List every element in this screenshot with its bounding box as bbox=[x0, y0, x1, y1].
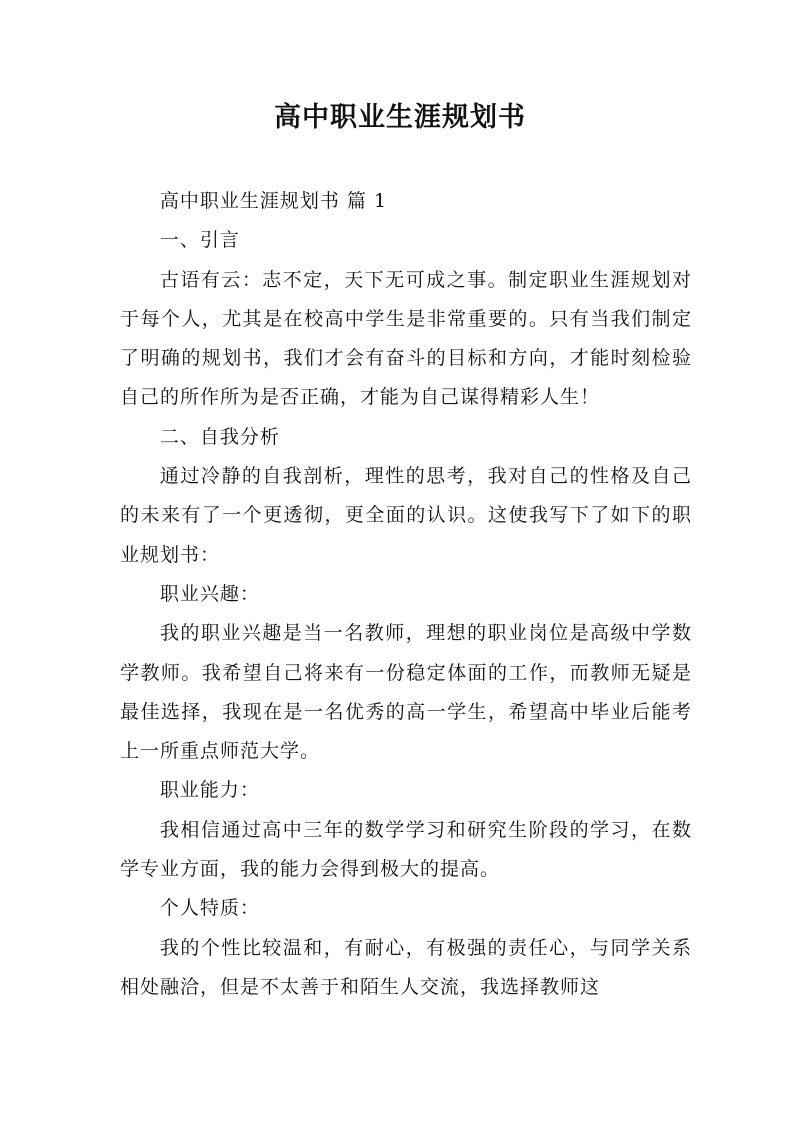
subsection-heading: 二、自我分析 bbox=[159, 425, 280, 448]
document-title: 高中职业生涯规划书 bbox=[274, 102, 526, 133]
document-body bbox=[120, 182, 692, 1007]
body-paragraph: 通过冷静的自我剖析，理性的思考，我对自己的性格及自己的未来有了一个更透彻，更全面的认识。这使我写下了如下的职业规划书： bbox=[120, 465, 692, 566]
section-heading: 高中职业生涯规划书 篇 1 bbox=[159, 190, 388, 212]
item-heading: 职业能力： bbox=[159, 779, 260, 802]
body-paragraph: 我相信通过高中三年的数学学习和研究生阶段的学习，在数学专业方面，我的能力会得到极大的提高。 bbox=[120, 818, 692, 881]
body-paragraph: 我的职业兴趣是当一名教师，理想的职业岗位是高级中学数学教师。我希望自己将来有一份稳定体面的工作，而教师无疑是最佳选择，我现在是一名优秀的高一学生，希望高中毕业后能考上一所重点师范大学。 bbox=[120, 622, 692, 763]
item-heading: 职业兴趣： bbox=[159, 582, 260, 605]
item-heading: 个人特质： bbox=[159, 897, 260, 920]
body-paragraph: 古语有云：志不定，天下无可成之事。制定职业生涯规划对于每个人，尤其是在校高中学生是非常重要的。只有当我们制定了明确的规划书，我们才会有奋斗的目标和方向，才能时刻检验自己的所作所为是否正确，才能为自己谋得精彩人生！ bbox=[120, 268, 692, 409]
subsection-heading: 一、引言 bbox=[159, 229, 240, 252]
body-paragraph: 我的个性比较温和，有耐心，有极强的责任心，与同学关系相处融洽，但是不太善于和陌生人交流，我选择教师这 bbox=[120, 936, 692, 998]
